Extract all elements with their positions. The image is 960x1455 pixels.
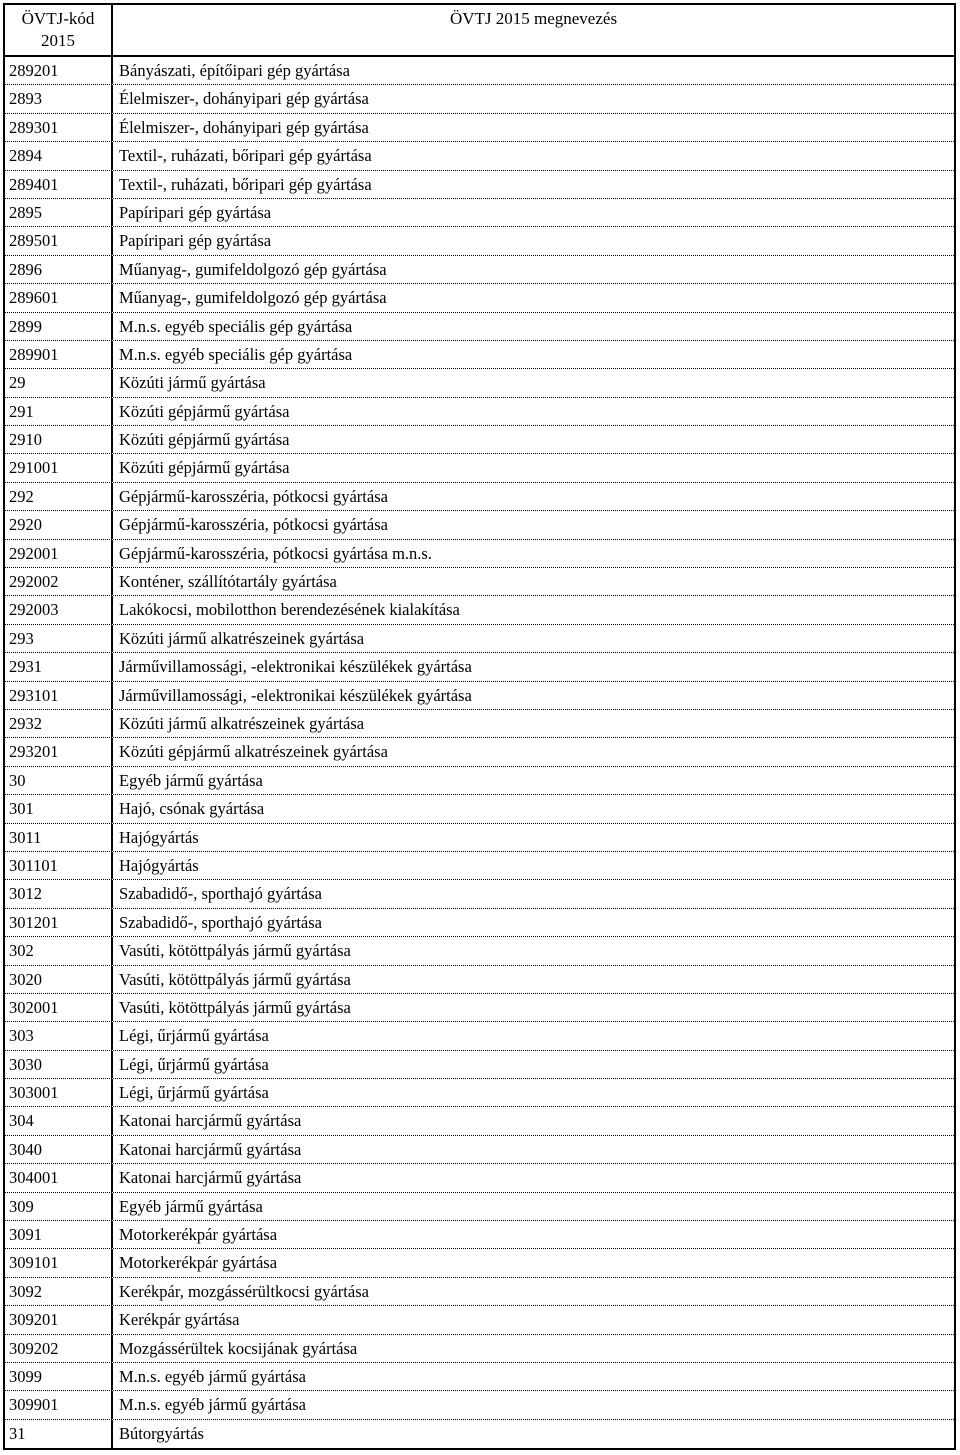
table-row bbox=[5, 426, 954, 454]
row-code: 303 bbox=[5, 1022, 113, 1049]
table-row bbox=[5, 1306, 954, 1334]
table-row bbox=[5, 171, 954, 199]
table-row bbox=[5, 767, 954, 795]
table-row bbox=[5, 1221, 954, 1249]
table-row bbox=[5, 85, 954, 113]
row-code: 304 bbox=[5, 1107, 113, 1134]
row-name: Textil-, ruházati, bőripari gép gyártása bbox=[119, 174, 372, 194]
table-row bbox=[5, 1051, 954, 1079]
table-row bbox=[5, 1079, 954, 1107]
row-name: Élelmiszer-, dohányipari gép gyártása bbox=[119, 89, 369, 109]
table-row bbox=[5, 256, 954, 284]
row-code: 292 bbox=[5, 483, 113, 510]
row-name: Közúti jármű alkatrészeinek gyártása bbox=[119, 628, 365, 648]
row-name: Gépjármű-karosszéria, pótkocsi gyártása bbox=[119, 515, 388, 535]
row-name: Bányászati, építőipari gép gyártása bbox=[119, 61, 350, 80]
table-body bbox=[5, 57, 954, 1448]
row-code: 301201 bbox=[5, 909, 113, 936]
row-code: 3020 bbox=[5, 966, 113, 993]
row-name: Gépjármű-karosszéria, pótkocsi gyártása m.n.s. bbox=[119, 543, 432, 563]
row-name: Motorkerékpár gyártása bbox=[119, 1253, 278, 1273]
table-row bbox=[5, 824, 954, 852]
table-row bbox=[5, 1193, 954, 1221]
row-name: Közúti jármű gyártása bbox=[119, 373, 266, 393]
row-name: Kerékpár gyártása bbox=[119, 1310, 240, 1330]
row-code: 3091 bbox=[5, 1221, 113, 1248]
row-code: 289501 bbox=[5, 227, 113, 254]
row-code: 2931 bbox=[5, 653, 113, 680]
table-row bbox=[5, 937, 954, 965]
table-row bbox=[5, 738, 954, 766]
table-row bbox=[5, 795, 954, 823]
table-row bbox=[5, 313, 954, 341]
row-name: Katonai harcjármű gyártása bbox=[119, 1139, 302, 1159]
row-name: Papíripari gép gyártása bbox=[119, 202, 272, 222]
row-name: Konténer, szállítótartály gyártása bbox=[119, 572, 337, 592]
header-code-column bbox=[5, 5, 113, 55]
row-name: Közúti gépjármű gyártása bbox=[119, 401, 290, 421]
row-name: Mozgássérültek kocsijának gyártása bbox=[119, 1338, 358, 1358]
table-row bbox=[5, 1249, 954, 1277]
row-code: 2894 bbox=[5, 142, 113, 169]
row-name: M.n.s. egyéb speciális gép gyártása bbox=[119, 316, 353, 336]
row-code: 2920 bbox=[5, 511, 113, 538]
row-code: 289601 bbox=[5, 284, 113, 311]
row-name: Hajógyártás bbox=[119, 855, 199, 875]
row-code: 2910 bbox=[5, 426, 113, 453]
table-row bbox=[5, 1278, 954, 1306]
header-code-label: ÖVTJ-kód bbox=[21, 9, 95, 28]
table-row bbox=[5, 227, 954, 255]
table-row bbox=[5, 1335, 954, 1363]
row-code: 309 bbox=[5, 1193, 113, 1220]
row-code: 293101 bbox=[5, 682, 113, 709]
row-name: Egyéb jármű gyártása bbox=[119, 1196, 263, 1216]
row-code: 2895 bbox=[5, 199, 113, 226]
table-row bbox=[5, 1022, 954, 1050]
row-code: 291 bbox=[5, 398, 113, 425]
table-row bbox=[5, 341, 954, 369]
table-row bbox=[5, 653, 954, 681]
table-row bbox=[5, 114, 954, 142]
row-name: Textil-, ruházati, bőripari gép gyártása bbox=[119, 146, 372, 166]
row-code: 3030 bbox=[5, 1051, 113, 1078]
row-name: Bútorgyártás bbox=[119, 1423, 204, 1443]
table-row bbox=[5, 625, 954, 653]
table-row bbox=[5, 540, 954, 568]
classification-table bbox=[3, 3, 956, 1450]
row-code: 304001 bbox=[5, 1164, 113, 1191]
row-name: Műanyag-, gumifeldolgozó gép gyártása bbox=[119, 288, 387, 308]
row-code: 302001 bbox=[5, 994, 113, 1021]
table-row bbox=[5, 483, 954, 511]
row-code: 289301 bbox=[5, 114, 113, 141]
table-row bbox=[5, 57, 954, 85]
table-row bbox=[5, 398, 954, 426]
table-row bbox=[5, 1164, 954, 1192]
table-row bbox=[5, 568, 954, 596]
row-name: Élelmiszer-, dohányipari gép gyártása bbox=[119, 117, 369, 137]
row-name: M.n.s. egyéb jármű gyártása bbox=[119, 1366, 306, 1386]
row-code: 303001 bbox=[5, 1079, 113, 1106]
row-name: Vasúti, kötöttpályás jármű gyártása bbox=[119, 941, 351, 961]
row-name: Műanyag-, gumifeldolgozó gép gyártása bbox=[119, 259, 387, 279]
table-row bbox=[5, 966, 954, 994]
table-row bbox=[5, 142, 954, 170]
row-code: 29 bbox=[5, 369, 113, 396]
row-name: Légi, űrjármű gyártása bbox=[119, 1026, 269, 1046]
row-name: Közúti jármű alkatrészeinek gyártása bbox=[119, 713, 365, 733]
row-code: 293 bbox=[5, 625, 113, 652]
row-name: Légi, űrjármű gyártása bbox=[119, 1054, 269, 1074]
table-row bbox=[5, 369, 954, 397]
table-row bbox=[5, 710, 954, 738]
row-code: 292001 bbox=[5, 540, 113, 567]
row-code: 289401 bbox=[5, 171, 113, 198]
table-row bbox=[5, 909, 954, 937]
row-code: 3092 bbox=[5, 1278, 113, 1305]
row-code: 302 bbox=[5, 937, 113, 964]
row-code: 309201 bbox=[5, 1306, 113, 1333]
header-name-column: ÖVTJ 2015 megnevezés bbox=[449, 9, 618, 28]
row-code: 2899 bbox=[5, 313, 113, 340]
row-code: 292002 bbox=[5, 568, 113, 595]
row-code: 289901 bbox=[5, 341, 113, 368]
row-name: M.n.s. egyéb speciális gép gyártása bbox=[119, 344, 353, 364]
table-row bbox=[5, 511, 954, 539]
row-name: Hajógyártás bbox=[119, 827, 199, 847]
row-code: 2893 bbox=[5, 85, 113, 112]
row-code: 292003 bbox=[5, 596, 113, 623]
table-row bbox=[5, 284, 954, 312]
row-code: 3099 bbox=[5, 1363, 113, 1390]
row-name: Közúti gépjármű alkatrészeinek gyártása bbox=[119, 742, 388, 762]
row-code: 3011 bbox=[5, 824, 113, 851]
row-code: 31 bbox=[5, 1420, 113, 1448]
row-name: Papíripari gép gyártása bbox=[119, 231, 272, 251]
row-name: Járművillamossági, -elektronikai készülékek gyártása bbox=[119, 685, 472, 705]
table-row bbox=[5, 852, 954, 880]
row-name: M.n.s. egyéb jármű gyártása bbox=[119, 1395, 306, 1415]
row-code: 309901 bbox=[5, 1391, 113, 1418]
table-row bbox=[5, 682, 954, 710]
row-name: Kerékpár, mozgássérültkocsi gyártása bbox=[119, 1281, 369, 1301]
table-header bbox=[5, 5, 954, 57]
row-code: 291001 bbox=[5, 454, 113, 481]
row-name: Katonai harcjármű gyártása bbox=[119, 1168, 302, 1188]
table-row bbox=[5, 1420, 954, 1448]
table-row bbox=[5, 880, 954, 908]
row-name: Lakókocsi, mobilotthon berendezésének kialakítása bbox=[119, 600, 460, 620]
row-name: Légi, űrjármű gyártása bbox=[119, 1083, 269, 1103]
row-code: 309202 bbox=[5, 1335, 113, 1362]
row-name: Szabadidő-, sporthajó gyártása bbox=[119, 912, 322, 932]
row-name: Egyéb jármű gyártása bbox=[119, 770, 263, 790]
row-name: Közúti gépjármű gyártása bbox=[119, 458, 290, 478]
table-row bbox=[5, 1136, 954, 1164]
row-name: Gépjármű-karosszéria, pótkocsi gyártása bbox=[119, 486, 388, 506]
table-row bbox=[5, 199, 954, 227]
row-name: Közúti gépjármű gyártása bbox=[119, 430, 290, 450]
row-code: 309101 bbox=[5, 1249, 113, 1276]
row-code: 2896 bbox=[5, 256, 113, 283]
header-code-year: 2015 bbox=[41, 31, 75, 50]
row-name: Motorkerékpár gyártása bbox=[119, 1225, 278, 1245]
table-row bbox=[5, 596, 954, 624]
row-code: 30 bbox=[5, 767, 113, 794]
row-code: 3040 bbox=[5, 1136, 113, 1163]
table-row bbox=[5, 1391, 954, 1419]
row-code: 301101 bbox=[5, 852, 113, 879]
row-name: Katonai harcjármű gyártása bbox=[119, 1111, 302, 1131]
table-row bbox=[5, 454, 954, 482]
row-name: Szabadidő-, sporthajó gyártása bbox=[119, 884, 322, 904]
table-row bbox=[5, 994, 954, 1022]
row-code: 289201 bbox=[5, 57, 113, 84]
row-code: 301 bbox=[5, 795, 113, 822]
row-code: 3012 bbox=[5, 880, 113, 907]
row-code: 2932 bbox=[5, 710, 113, 737]
row-code: 293201 bbox=[5, 738, 113, 765]
row-name: Hajó, csónak gyártása bbox=[119, 799, 265, 819]
table-row bbox=[5, 1107, 954, 1135]
row-name: Vasúti, kötöttpályás jármű gyártása bbox=[119, 969, 351, 989]
row-name: Vasúti, kötöttpályás jármű gyártása bbox=[119, 997, 351, 1017]
table-row bbox=[5, 1363, 954, 1391]
row-name: Járművillamossági, -elektronikai készülékek gyártása bbox=[119, 657, 472, 677]
